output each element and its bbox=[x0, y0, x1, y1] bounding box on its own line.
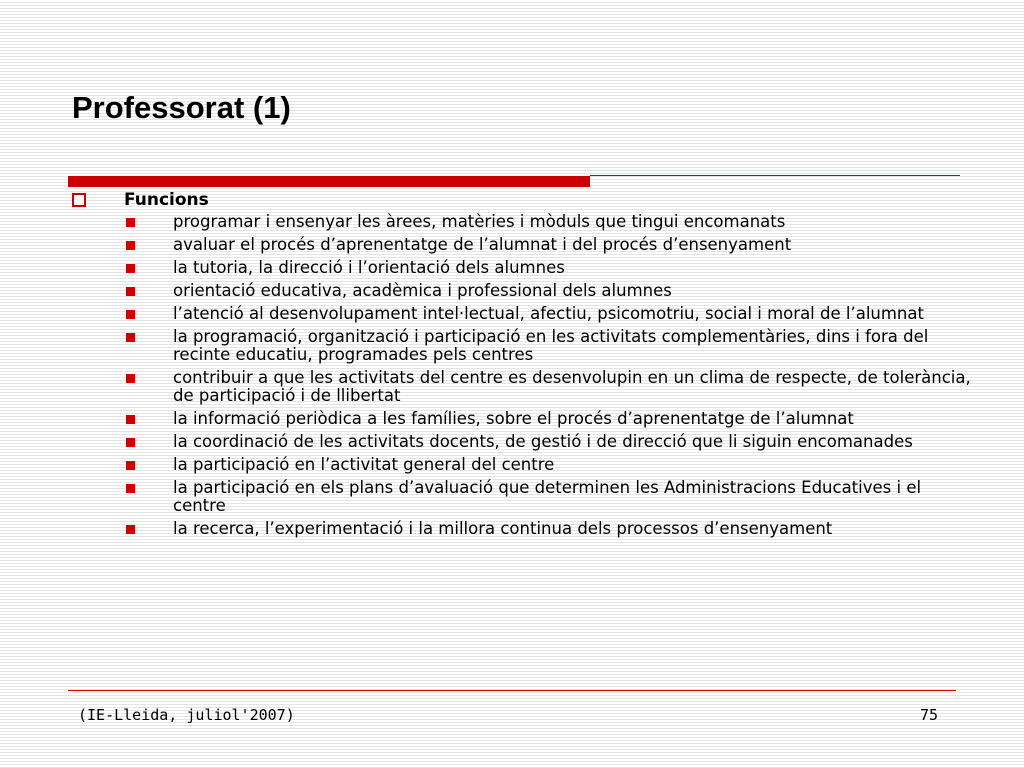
list-item bbox=[126, 520, 971, 538]
square-bullet-icon bbox=[126, 287, 135, 296]
list-item-text: la programació, organització i participació en les activitats complementàries, dins i fora del recinte educatiu, programades pels centres bbox=[173, 327, 929, 364]
section-funcions bbox=[72, 189, 209, 211]
list-item bbox=[126, 410, 971, 428]
list-item-text: la tutoria, la direcció i l’orientació dels alumnes bbox=[173, 258, 565, 277]
list-item-text: la informació periòdica a les famílies, sobre el procés d’aprenentatge de l’alumnat bbox=[173, 409, 854, 428]
hollow-square-bullet-icon bbox=[72, 193, 86, 207]
square-bullet-icon bbox=[126, 374, 135, 383]
title-underline-thick bbox=[68, 176, 590, 187]
list-item-text: programar i ensenyar les àrees, matèries i mòduls que tingui encomanats bbox=[173, 212, 786, 231]
section-label: Funcions bbox=[124, 190, 209, 210]
footer-divider bbox=[68, 690, 956, 691]
square-bullet-icon bbox=[126, 264, 135, 273]
list-item bbox=[126, 479, 971, 515]
list-item-text: orientació educativa, acadèmica i professional dels alumnes bbox=[173, 281, 672, 300]
list-item-text: l’atenció al desenvolupament intel·lectual, afectiu, psicomotriu, social i moral de l’alumnat bbox=[173, 304, 924, 323]
square-bullet-icon bbox=[126, 415, 135, 424]
list-item bbox=[126, 282, 971, 300]
list-item bbox=[126, 213, 971, 231]
slide-title: Professorat (1) bbox=[72, 90, 291, 125]
footer-source: (IE-Lleida, juliol'2007) bbox=[78, 706, 295, 724]
list-item-text: avaluar el procés d’aprenentatge de l’alumnat i del procés d’ensenyament bbox=[173, 235, 792, 254]
square-bullet-icon bbox=[126, 525, 135, 534]
square-bullet-icon bbox=[126, 484, 135, 493]
list-item bbox=[126, 433, 971, 451]
title-underline-thin bbox=[590, 175, 960, 176]
list-item-text: contribuir a que les activitats del centre es desenvolupin en un clima de respecte, de tolerància, de participació i de llibertat bbox=[173, 368, 971, 405]
list-item-text: la coordinació de les activitats docents, de gestió i de direcció que li siguin encomanades bbox=[173, 432, 913, 451]
list-item bbox=[126, 259, 971, 277]
functions-list bbox=[126, 213, 971, 543]
square-bullet-icon bbox=[126, 241, 135, 250]
square-bullet-icon bbox=[126, 218, 135, 227]
section-heading bbox=[72, 189, 209, 211]
list-item bbox=[126, 456, 971, 474]
square-bullet-icon bbox=[126, 461, 135, 470]
square-bullet-icon bbox=[126, 333, 135, 342]
list-item bbox=[126, 369, 971, 405]
list-item bbox=[126, 305, 971, 323]
list-item-text: la recerca, l’experimentació i la millora continua dels processos d’ensenyament bbox=[173, 519, 833, 538]
list-item bbox=[126, 328, 971, 364]
page-number: 75 bbox=[920, 706, 939, 724]
square-bullet-icon bbox=[126, 438, 135, 447]
square-bullet-icon bbox=[126, 310, 135, 319]
list-item-text: la participació en l’activitat general del centre bbox=[173, 455, 555, 474]
list-item bbox=[126, 236, 971, 254]
list-item-text: la participació en els plans d’avaluació que determinen les Administracions Educatives i el centre bbox=[173, 478, 922, 515]
